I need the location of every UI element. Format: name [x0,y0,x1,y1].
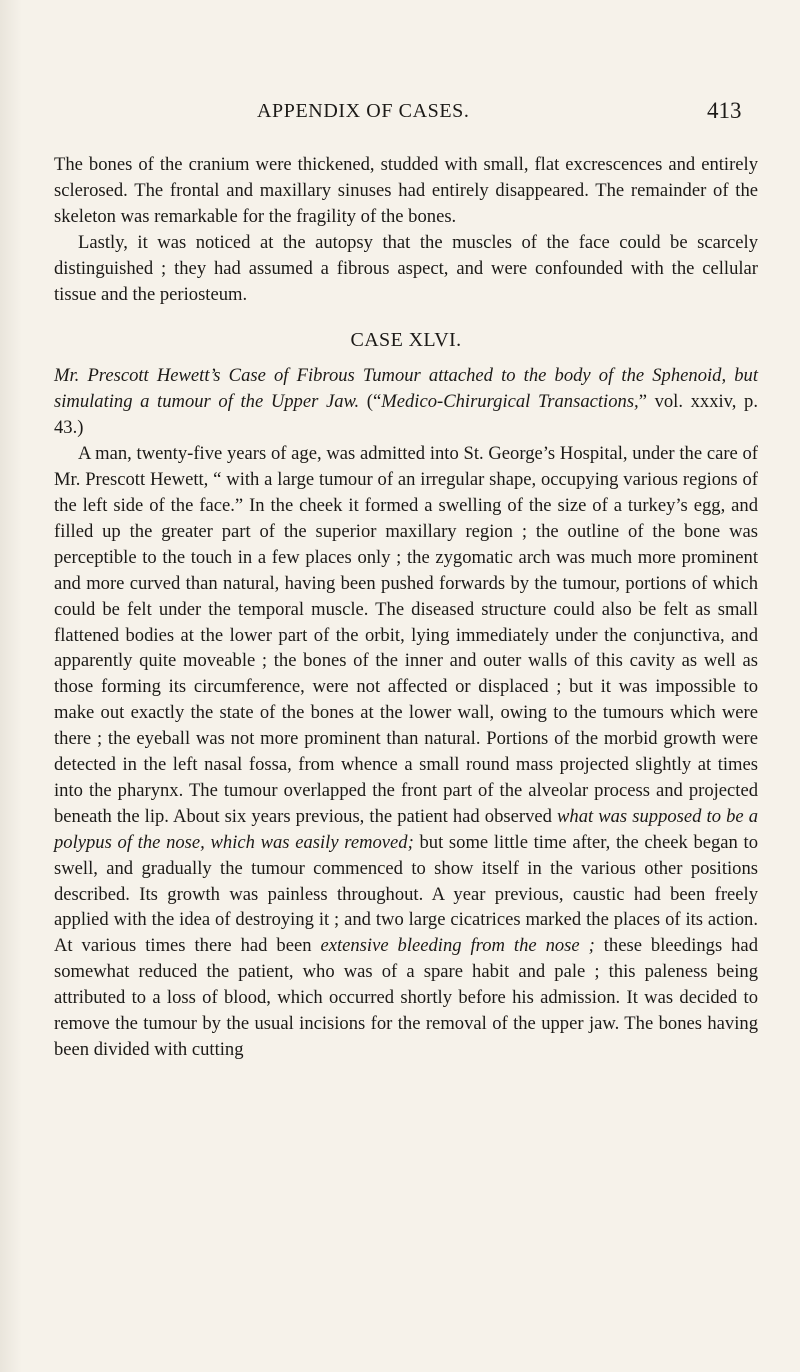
case-subtitle [54,363,758,441]
case-body-segment-2: but some little time after, the cheek began to swell, and gradually the tumour commenced to show itself in the various other positions described. Its growth was painless throughout. A year previous, caustic had been freely applied with the idea of destroying it ; and two large cicatrices marked the places of its action. At various times there had been [54,831,758,957]
case-body-paragraph [54,441,758,1063]
page-number: 413 [707,98,742,123]
case-body-segment-3: these bleedings had somewhat reduced the patient, who was of a spare habit and pale ; this paleness being attributed to a loss of blood, which occurred shortly before his admission. It was decided to remove the tumour by the usual incisions for the removal of the upper jaw. The bones having been divided with cutting [54,935,758,1060]
case-body-italic-1: what was supposed to be a polypus of the nose, which was easily removed; [54,805,758,853]
case-body-segment-1: A man, twenty-five years of age, was admitted into St. George’s Hospital, under the care of Mr. Prescott Hewett, “ with a large tumour of an irregular shape, occupying various regions of the left side of the face.” In the cheek it formed a swelling of the size of a turkey’s egg, and filled up the greater part of the superior maxillary region ; the outline of the bone was perceptible to the touch in a few places only ; the zygomatic arch was much more prominent and more curved than natural, having been pushed forwards by the tumour, portions of which could be felt under the temporal muscle. The diseased structure could also be felt as small flattened bodies at the lower part of the orbit, lying immediately under the conjunctiva, and apparently quite moveable ; the bones of the inner and outer walls of this cavity as well as those forming its circumference, were not affected or displaced ; but it was impossible to make out exactly the state of the bones at the lower wall, owing to the tumours which were there ; the eyeball was not more prominent than natural. Portions of the morbid growth were detected in the left nasal fossa, from whence a small round mass projected slightly at times into the pharynx. The tumour overlapped the front part of the alveolar process and projected beneath the lip. About six years previous, the patient had observed [54,443,758,827]
case-heading: CASE XLVI. [350,329,462,352]
intro-paragraph-2: Lastly, it was noticed at the autopsy that the muscles of the face could be scarcely distinguished ; they had assumed a fibrous aspect, and were confounded with the cellular tissue and the periosteum. [54,231,758,305]
case-subtitle-open: (“ [359,391,382,413]
running-title: APPENDIX OF CASES. [257,100,470,122]
case-subtitle-title: Mr. Prescott Hewett’s Case of Fibrous Tumour attached to the body of the Sphenoid, but simulating a tumour of the Upper Jaw. [54,365,758,413]
intro-paragraph-1: The bones of the cranium were thickened, studded with small, flat excrescences and entirely sclerosed. The frontal and maxillary sinuses had entirely disappeared. The remainder of the skeleton was remarkable for the fragility of the bones. [54,154,758,227]
case-subtitle-ref: ” vol. xxxiv, p. 43.) [54,391,758,439]
running-head [0,100,800,130]
case-body-italic-2: extensive bleeding from the nose ; [320,935,595,957]
case-subtitle-source: Medico-Chirurgical Transactions, [381,391,639,413]
body-text [54,152,758,1063]
